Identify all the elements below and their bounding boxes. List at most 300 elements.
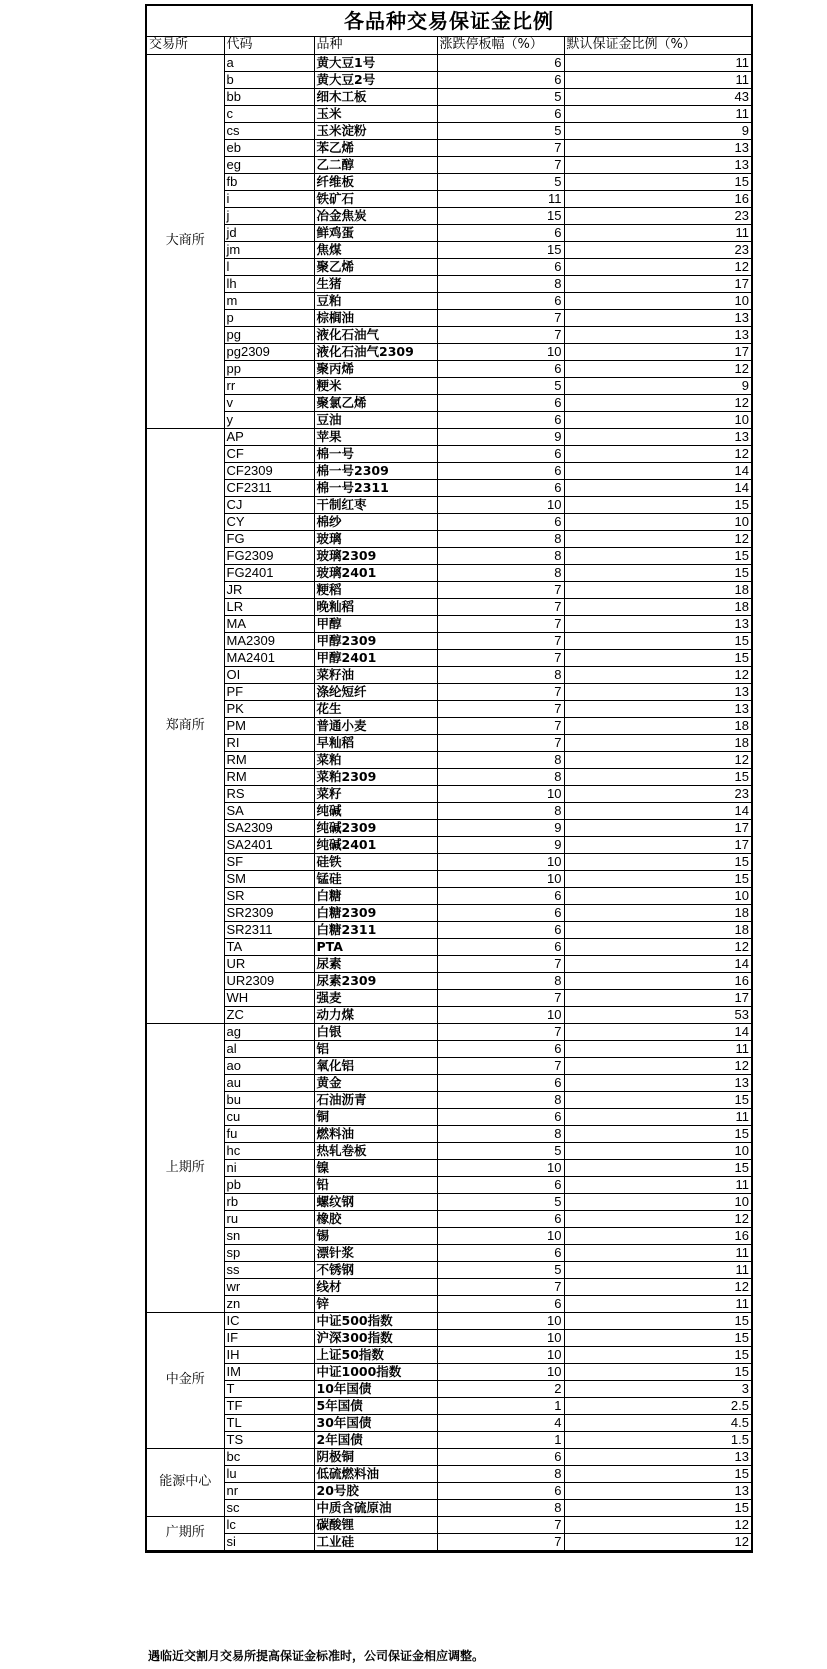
product-cell: 沪深300指数 [314,1329,437,1346]
limit-cell: 7 [437,700,564,717]
product-cell: 菜籽油 [314,666,437,683]
table-row [147,105,751,122]
product-cell: 10年国债 [314,1380,437,1397]
margin-cell: 13 [564,326,751,343]
margin-cell: 11 [564,1108,751,1125]
margin-cell: 15 [564,1125,751,1142]
margin-cell: 13 [564,615,751,632]
code-cell: eb [224,139,314,156]
limit-cell: 6 [437,445,564,462]
margin-cell: 12 [564,445,751,462]
code-cell: TF [224,1397,314,1414]
code-cell: au [224,1074,314,1091]
product-cell: 聚氯乙烯 [314,394,437,411]
product-cell: 工业硅 [314,1533,437,1550]
margin-cell: 11 [564,1176,751,1193]
code-cell: RS [224,785,314,802]
margin-cell: 15 [564,547,751,564]
header-product: 品种 [314,37,437,54]
header-margin: 默认保证金比例（%） [564,37,751,54]
limit-cell: 7 [437,139,564,156]
limit-cell: 10 [437,496,564,513]
code-cell: UR [224,955,314,972]
code-cell: pp [224,360,314,377]
product-cell: 液化石油气 [314,326,437,343]
table-row [147,292,751,309]
table-row [147,445,751,462]
limit-cell: 7 [437,1057,564,1074]
margin-cell: 11 [564,224,751,241]
limit-cell: 5 [437,1261,564,1278]
code-cell: TA [224,938,314,955]
table-row [147,258,751,275]
limit-cell: 8 [437,666,564,683]
product-cell: 铅 [314,1176,437,1193]
table-row [147,1482,751,1499]
limit-cell: 7 [437,156,564,173]
code-cell: pg [224,326,314,343]
code-cell: lh [224,275,314,292]
table-row [147,751,751,768]
limit-cell: 5 [437,1142,564,1159]
limit-cell: 6 [437,1176,564,1193]
limit-cell: 6 [437,224,564,241]
product-cell: 2年国债 [314,1431,437,1448]
limit-cell: 10 [437,1006,564,1023]
limit-cell: 1 [437,1431,564,1448]
table-row [147,1023,751,1040]
product-cell: 石油沥青 [314,1091,437,1108]
product-cell: 玉米 [314,105,437,122]
exchange-cell: 大商所 [147,54,224,428]
limit-cell: 7 [437,1516,564,1533]
margin-cell: 12 [564,394,751,411]
product-cell: 苹果 [314,428,437,445]
code-cell: MA [224,615,314,632]
limit-cell: 1 [437,1397,564,1414]
product-cell: 鲜鸡蛋 [314,224,437,241]
table-row [147,785,751,802]
limit-cell: 7 [437,734,564,751]
code-cell: SR2309 [224,904,314,921]
table-body [147,54,751,1550]
table-row [147,224,751,241]
margin-cell: 23 [564,207,751,224]
margin-cell: 12 [564,1533,751,1550]
table-row [147,734,751,751]
limit-cell: 6 [437,105,564,122]
code-cell: RI [224,734,314,751]
margin-cell: 13 [564,428,751,445]
margin-cell: 15 [564,496,751,513]
margin-cell: 11 [564,1040,751,1057]
margin-cell: 15 [564,1346,751,1363]
margin-cell: 43 [564,88,751,105]
margin-cell: 17 [564,989,751,1006]
limit-cell: 6 [437,1108,564,1125]
limit-cell: 7 [437,1533,564,1550]
margin-cell: 15 [564,853,751,870]
limit-cell: 9 [437,819,564,836]
table-row [147,156,751,173]
table-row [147,836,751,853]
margin-cell: 12 [564,938,751,955]
limit-cell: 5 [437,1193,564,1210]
table-row [147,207,751,224]
table-row [147,564,751,581]
header-code: 代码 [224,37,314,54]
margin-cell: 15 [564,1329,751,1346]
code-cell: fb [224,173,314,190]
product-cell: 棕榈油 [314,309,437,326]
limit-cell: 5 [437,173,564,190]
code-cell: CF2309 [224,462,314,479]
code-cell: SM [224,870,314,887]
margin-cell: 15 [564,173,751,190]
code-cell: PK [224,700,314,717]
margin-cell: 53 [564,1006,751,1023]
table-row [147,972,751,989]
table-row [147,343,751,360]
product-cell: 黄大豆1号 [314,54,437,71]
code-cell: bb [224,88,314,105]
margin-cell: 14 [564,462,751,479]
table-title: 各品种交易保证金比例 [147,6,751,37]
table-row [147,1210,751,1227]
margin-cell: 11 [564,105,751,122]
code-cell: eg [224,156,314,173]
margin-cell: 12 [564,1516,751,1533]
margin-cell: 17 [564,275,751,292]
margin-cell: 10 [564,1142,751,1159]
margin-cell: 15 [564,649,751,666]
margin-cell: 15 [564,1465,751,1482]
limit-cell: 10 [437,1346,564,1363]
code-cell: m [224,292,314,309]
code-cell: FG [224,530,314,547]
table-row [147,819,751,836]
product-cell: 白糖2311 [314,921,437,938]
limit-cell: 8 [437,547,564,564]
code-cell: c [224,105,314,122]
limit-cell: 6 [437,921,564,938]
product-cell: 粳米 [314,377,437,394]
code-cell: SF [224,853,314,870]
product-cell: 纤维板 [314,173,437,190]
code-cell: AP [224,428,314,445]
product-cell: 玻璃 [314,530,437,547]
product-cell: 粳稻 [314,581,437,598]
product-cell: 焦煤 [314,241,437,258]
margin-cell: 9 [564,377,751,394]
limit-cell: 5 [437,122,564,139]
product-cell: 聚乙烯 [314,258,437,275]
margin-cell: 15 [564,870,751,887]
product-cell: 棉一号 [314,445,437,462]
limit-cell: 7 [437,1278,564,1295]
margin-cell: 11 [564,1295,751,1312]
product-cell: 中证1000指数 [314,1363,437,1380]
table-row [147,1278,751,1295]
product-cell: 纯碱 [314,802,437,819]
product-cell: 菜籽 [314,785,437,802]
table-row [147,632,751,649]
code-cell: sp [224,1244,314,1261]
margin-cell: 11 [564,54,751,71]
header-limit: 涨跌停板幅（%） [437,37,564,54]
table-row [147,887,751,904]
product-cell: 菜粕2309 [314,768,437,785]
table-row [147,1176,751,1193]
limit-cell: 8 [437,972,564,989]
product-cell: 豆粕 [314,292,437,309]
margin-cell: 11 [564,71,751,88]
limit-cell: 8 [437,275,564,292]
margin-cell: 17 [564,819,751,836]
table-row [147,1499,751,1516]
product-cell: 白糖2309 [314,904,437,921]
footnote: 遇临近交割月交易所提高保证金标准时，公司保证金相应调整。 [148,1649,485,1663]
code-cell: hc [224,1142,314,1159]
product-cell: 玻璃2401 [314,564,437,581]
margin-cell: 11 [564,1244,751,1261]
table-row [147,513,751,530]
code-cell: cs [224,122,314,139]
code-cell: rr [224,377,314,394]
code-cell: CY [224,513,314,530]
margin-cell: 10 [564,887,751,904]
margin-cell: 13 [564,139,751,156]
table-row [147,615,751,632]
product-cell: 冶金焦炭 [314,207,437,224]
table-row [147,649,751,666]
product-cell: 乙二醇 [314,156,437,173]
limit-cell: 6 [437,1448,564,1465]
table-row [147,870,751,887]
table-row [147,428,751,445]
table-row [147,1244,751,1261]
code-cell: b [224,71,314,88]
code-cell: JR [224,581,314,598]
product-cell: 细木工板 [314,88,437,105]
table-row [147,1414,751,1431]
header-row [147,37,751,54]
table-row [147,394,751,411]
table-row [147,700,751,717]
code-cell: IC [224,1312,314,1329]
product-cell: 不锈钢 [314,1261,437,1278]
margin-cell: 15 [564,1091,751,1108]
limit-cell: 6 [437,394,564,411]
code-cell: bc [224,1448,314,1465]
limit-cell: 7 [437,615,564,632]
table-row [147,802,751,819]
margin-cell: 13 [564,1482,751,1499]
margin-cell: 12 [564,258,751,275]
margin-cell: 10 [564,513,751,530]
table-row [147,1448,751,1465]
code-cell: UR2309 [224,972,314,989]
table-row [147,377,751,394]
limit-cell: 10 [437,343,564,360]
code-cell: SA2309 [224,819,314,836]
limit-cell: 10 [437,1312,564,1329]
margin-cell: 10 [564,1193,751,1210]
margin-cell: 13 [564,309,751,326]
product-cell: 铝 [314,1040,437,1057]
limit-cell: 8 [437,751,564,768]
product-cell: 锌 [314,1295,437,1312]
limit-cell: 10 [437,1159,564,1176]
margin-cell: 18 [564,921,751,938]
margin-cell: 15 [564,1499,751,1516]
product-cell: 涤纶短纤 [314,683,437,700]
margin-cell: 16 [564,190,751,207]
limit-cell: 7 [437,309,564,326]
margin-cell: 2.5 [564,1397,751,1414]
margin-cell: 17 [564,836,751,853]
table-row [147,1261,751,1278]
table-row [147,547,751,564]
table-row [147,1125,751,1142]
limit-cell: 15 [437,241,564,258]
code-cell: pb [224,1176,314,1193]
product-cell: 液化石油气2309 [314,343,437,360]
exchange-cell: 广期所 [147,1516,224,1550]
margin-cell: 12 [564,1210,751,1227]
limit-cell: 4 [437,1414,564,1431]
product-cell: PTA [314,938,437,955]
margin-cell: 9 [564,122,751,139]
table-row [147,1397,751,1414]
margin-cell: 4.5 [564,1414,751,1431]
table-row [147,1159,751,1176]
table-row [147,54,751,71]
margin-cell: 16 [564,972,751,989]
margin-table [147,37,751,1551]
limit-cell: 7 [437,632,564,649]
code-cell: i [224,190,314,207]
product-cell: 干制红枣 [314,496,437,513]
limit-cell: 5 [437,377,564,394]
limit-cell: 8 [437,564,564,581]
margin-cell: 14 [564,955,751,972]
product-cell: 锰硅 [314,870,437,887]
code-cell: MA2401 [224,649,314,666]
table-row [147,1142,751,1159]
code-cell: fu [224,1125,314,1142]
margin-cell: 12 [564,1278,751,1295]
product-cell: 铁矿石 [314,190,437,207]
margin-cell: 15 [564,1363,751,1380]
code-cell: SR [224,887,314,904]
code-cell: pg2309 [224,343,314,360]
product-cell: 棉一号2311 [314,479,437,496]
product-cell: 螺纹钢 [314,1193,437,1210]
table-row [147,1193,751,1210]
margin-cell: 18 [564,734,751,751]
margin-cell: 14 [564,1023,751,1040]
code-cell: ni [224,1159,314,1176]
margin-cell: 12 [564,751,751,768]
table-row [147,139,751,156]
margin-cell: 23 [564,785,751,802]
code-cell: SA2401 [224,836,314,853]
code-cell: RM [224,768,314,785]
product-cell: 玻璃2309 [314,547,437,564]
product-cell: 强麦 [314,989,437,1006]
limit-cell: 10 [437,1329,564,1346]
table-row [147,1363,751,1380]
code-cell: CJ [224,496,314,513]
limit-cell: 10 [437,785,564,802]
product-cell: 纯碱2401 [314,836,437,853]
product-cell: 生猪 [314,275,437,292]
limit-cell: 9 [437,836,564,853]
product-cell: 甲醇2401 [314,649,437,666]
product-cell: 早籼稻 [314,734,437,751]
code-cell: ag [224,1023,314,1040]
code-cell: lc [224,1516,314,1533]
limit-cell: 9 [437,428,564,445]
table-row [147,326,751,343]
code-cell: si [224,1533,314,1550]
table-row [147,88,751,105]
table-row [147,1312,751,1329]
code-cell: sc [224,1499,314,1516]
margin-cell: 12 [564,360,751,377]
limit-cell: 6 [437,1074,564,1091]
code-cell: y [224,411,314,428]
code-cell: ao [224,1057,314,1074]
table-row [147,496,751,513]
code-cell: nr [224,1482,314,1499]
limit-cell: 6 [437,462,564,479]
product-cell: 阴极铜 [314,1448,437,1465]
limit-cell: 7 [437,581,564,598]
table-row [147,1431,751,1448]
code-cell: FG2309 [224,547,314,564]
product-cell: 锡 [314,1227,437,1244]
code-cell: bu [224,1091,314,1108]
limit-cell: 6 [437,258,564,275]
margin-cell: 13 [564,156,751,173]
product-cell: 白银 [314,1023,437,1040]
margin-cell: 11 [564,1261,751,1278]
product-cell: 镍 [314,1159,437,1176]
product-cell: 中质含硫原油 [314,1499,437,1516]
table-row [147,1108,751,1125]
limit-cell: 7 [437,955,564,972]
product-cell: 尿素2309 [314,972,437,989]
code-cell: j [224,207,314,224]
table-row [147,1227,751,1244]
code-cell: ru [224,1210,314,1227]
table-row [147,1465,751,1482]
limit-cell: 6 [437,292,564,309]
limit-cell: 8 [437,530,564,547]
product-cell: 中证500指数 [314,1312,437,1329]
code-cell: cu [224,1108,314,1125]
limit-cell: 6 [437,1210,564,1227]
limit-cell: 6 [437,479,564,496]
margin-cell: 15 [564,768,751,785]
code-cell: CF2311 [224,479,314,496]
product-cell: 聚丙烯 [314,360,437,377]
product-cell: 氧化铝 [314,1057,437,1074]
table-row [147,1091,751,1108]
table-row [147,666,751,683]
